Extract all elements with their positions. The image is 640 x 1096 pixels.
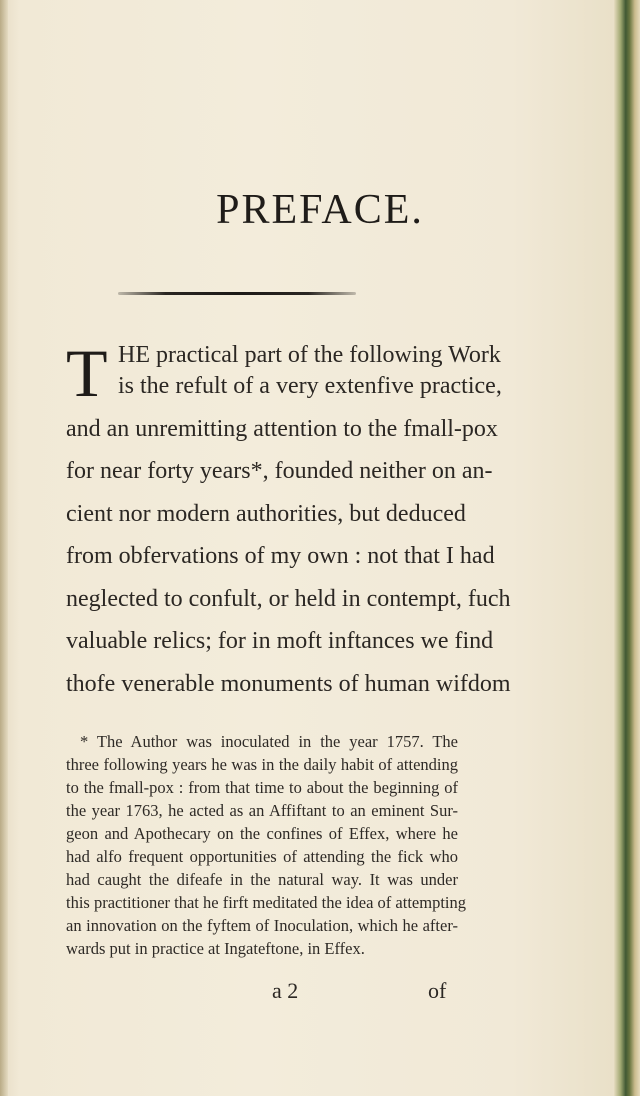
catchword: of: [428, 978, 447, 1003]
footnote-line-8: this practitioner that he firft meditated the idea of attempting: [66, 893, 466, 912]
footnote-line-10: wards put in practice at Ingateftone, in Effex.: [66, 939, 365, 958]
footnote-line-4: the year 1763, he acted as an Affiftant to an eminent Sur-: [66, 801, 458, 820]
body-line-7: neglected to confult, or held in contempt, fuch: [66, 586, 511, 612]
footnote-line-5: geon and Apothecary on the confines of Effex, where he: [66, 824, 458, 843]
body-line-6: from obfervations of my own : not that I had: [66, 543, 495, 569]
footnote-line-2: three following years he was in the daily habit of attending: [66, 755, 458, 774]
footnote-line-6: had alfo frequent opportunities of attending the fick who: [66, 847, 458, 866]
body-line-1: HE practical part of the following Work: [118, 342, 501, 368]
body-line-9: thofe venerable monuments of human wifdom: [66, 671, 511, 697]
signature-mark: a 2: [272, 978, 299, 1003]
body-line-3: and an unremitting attention to the fmall-pox: [66, 416, 498, 442]
drop-capital: T: [66, 335, 108, 411]
body-line-2: is the refult of a very extenfive practice,: [118, 373, 502, 399]
body-line-8: valuable relics; for in moft inftances we find: [66, 628, 494, 654]
footnote-line-9: an innovation on the fyftem of Inoculation, which he after-: [66, 916, 458, 935]
body-line-5: cient nor modern authorities, but deduced: [66, 501, 466, 527]
footnote-line-1: * The Author was inoculated in the year 1757. The: [80, 732, 458, 751]
footnote-line-7: had caught the difeafe in the natural way. It was under: [66, 870, 458, 889]
body-line-4: for near forty years*, founded neither on an-: [66, 458, 493, 484]
page-left-edge: [0, 0, 8, 1096]
book-spine-edge: [614, 0, 640, 1096]
page-title: PREFACE.: [216, 187, 424, 233]
title-rule-divider: [118, 292, 356, 295]
footnote-line-3: to the fmall-pox : from that time to about the beginning of: [66, 778, 458, 797]
